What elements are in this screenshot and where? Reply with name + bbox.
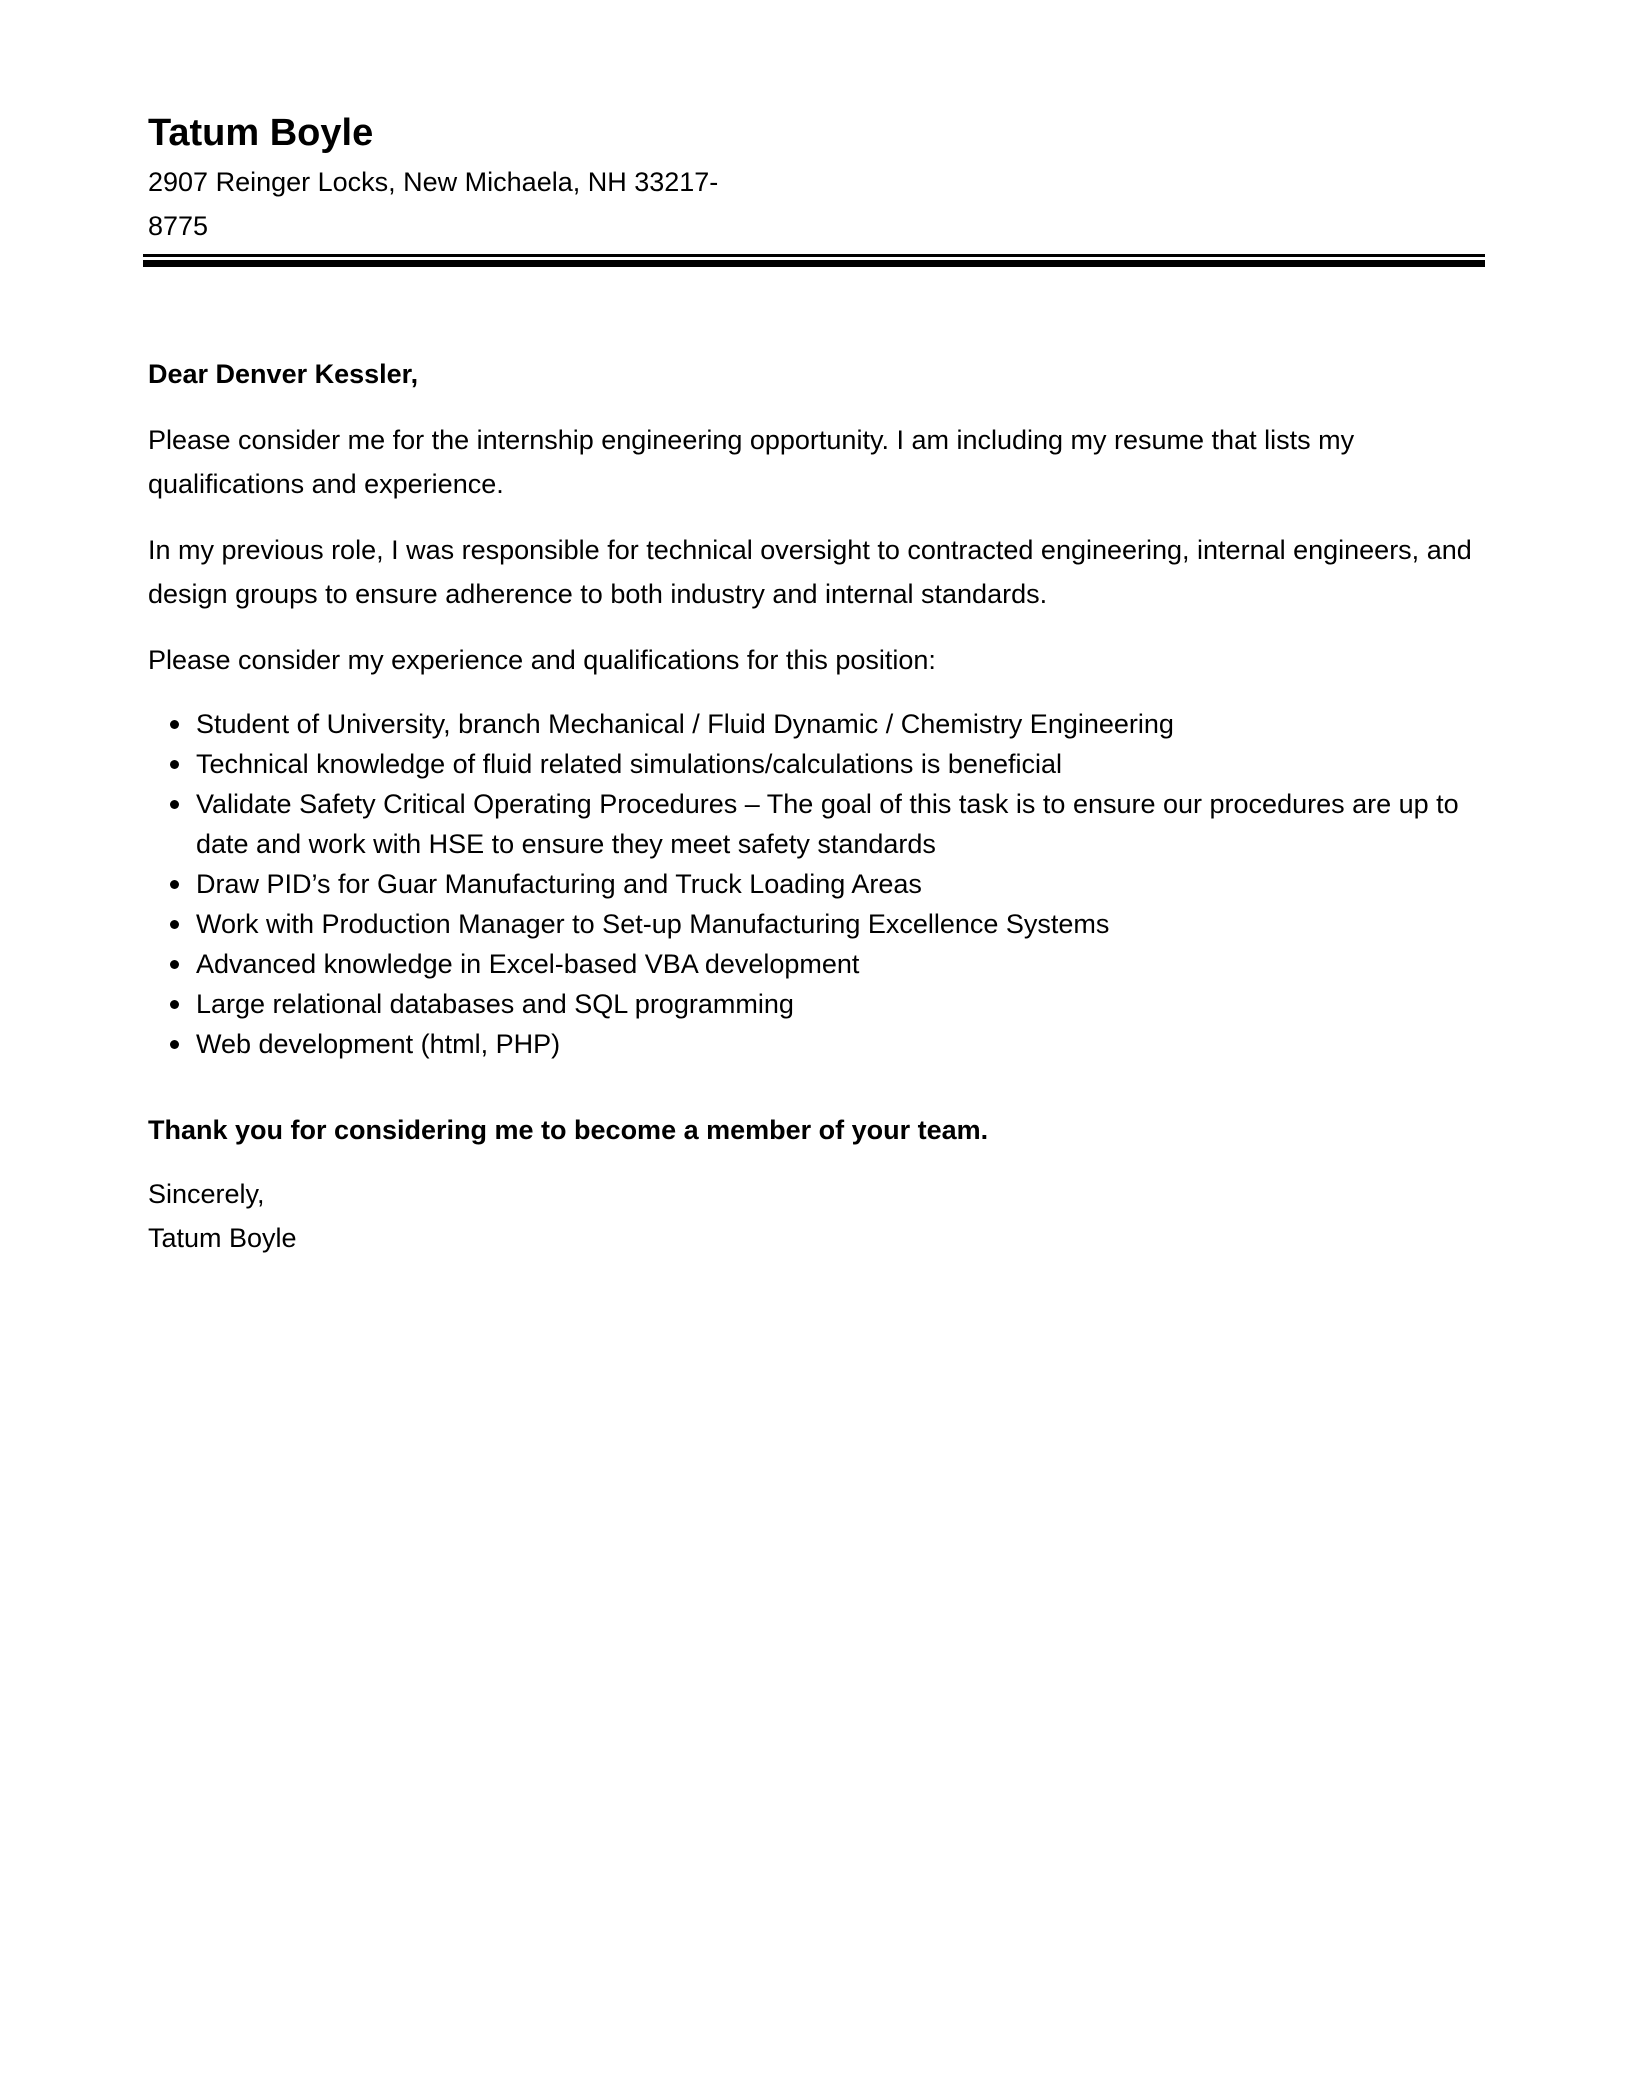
bullet-icon bbox=[170, 1040, 179, 1049]
list-item-text: Student of University, branch Mechanical / Fluid Dynamic / Chemistry Engineering bbox=[196, 709, 1174, 739]
list-item-text: Draw PID’s for Guar Manufacturing and Truck Loading Areas bbox=[196, 869, 922, 899]
qualifications-list bbox=[148, 704, 1488, 1064]
paragraph-intro: Please consider me for the internship engineering opportunity. I am including my resume that lists my qualifications and experience. bbox=[148, 425, 1355, 499]
address-line-2: 8775 bbox=[148, 211, 209, 241]
letter-body bbox=[148, 352, 1488, 1260]
list-item-text: Validate Safety Critical Operating Procedures – The goal of this task is to ensure our procedures are up to date and work with HSE to ensure they meet safety standards bbox=[196, 789, 1459, 859]
signature-name: Tatum Boyle bbox=[148, 1223, 297, 1253]
list-item bbox=[148, 944, 1488, 984]
list-item-text: Web development (html, PHP) bbox=[196, 1029, 561, 1059]
list-item-text: Technical knowledge of fluid related simulations/calculations is beneficial bbox=[196, 749, 1062, 779]
list-item bbox=[148, 784, 1488, 864]
signoff: Sincerely, bbox=[148, 1179, 265, 1209]
bullet-icon bbox=[170, 920, 179, 929]
list-item bbox=[148, 904, 1488, 944]
list-item-text: Advanced knowledge in Excel-based VBA development bbox=[196, 949, 860, 979]
letter-header bbox=[148, 106, 1488, 248]
bullet-icon bbox=[170, 880, 179, 889]
bullet-icon bbox=[170, 800, 179, 809]
divider-thick-line bbox=[143, 260, 1485, 267]
list-item bbox=[148, 744, 1488, 784]
address-line-1: 2907 Reinger Locks, New Michaela, NH 33217- bbox=[148, 167, 719, 197]
paragraph-qualifications-lead: Please consider my experience and qualifications for this position: bbox=[148, 645, 936, 675]
bullet-icon bbox=[170, 720, 179, 729]
bullet-icon bbox=[170, 1000, 179, 1009]
sender-address bbox=[148, 160, 768, 248]
bullet-icon bbox=[170, 960, 179, 969]
list-item bbox=[148, 704, 1488, 744]
list-item-text: Work with Production Manager to Set-up Manufacturing Excellence Systems bbox=[196, 909, 1110, 939]
list-item bbox=[148, 1024, 1488, 1064]
header-divider bbox=[143, 254, 1485, 267]
closing-statement: Thank you for considering me to become a member of your team. bbox=[148, 1115, 989, 1145]
list-item bbox=[148, 864, 1488, 904]
list-item-text: Large relational databases and SQL programming bbox=[196, 989, 794, 1019]
bullet-icon bbox=[170, 760, 179, 769]
paragraph-experience: In my previous role, I was responsible for technical oversight to contracted engineering, internal engineers, and design groups to ensure adherence to both industry and internal standards. bbox=[148, 535, 1472, 609]
salutation: Dear Denver Kessler, bbox=[148, 359, 419, 389]
list-item bbox=[148, 984, 1488, 1024]
sender-name: Tatum Boyle bbox=[148, 112, 374, 154]
